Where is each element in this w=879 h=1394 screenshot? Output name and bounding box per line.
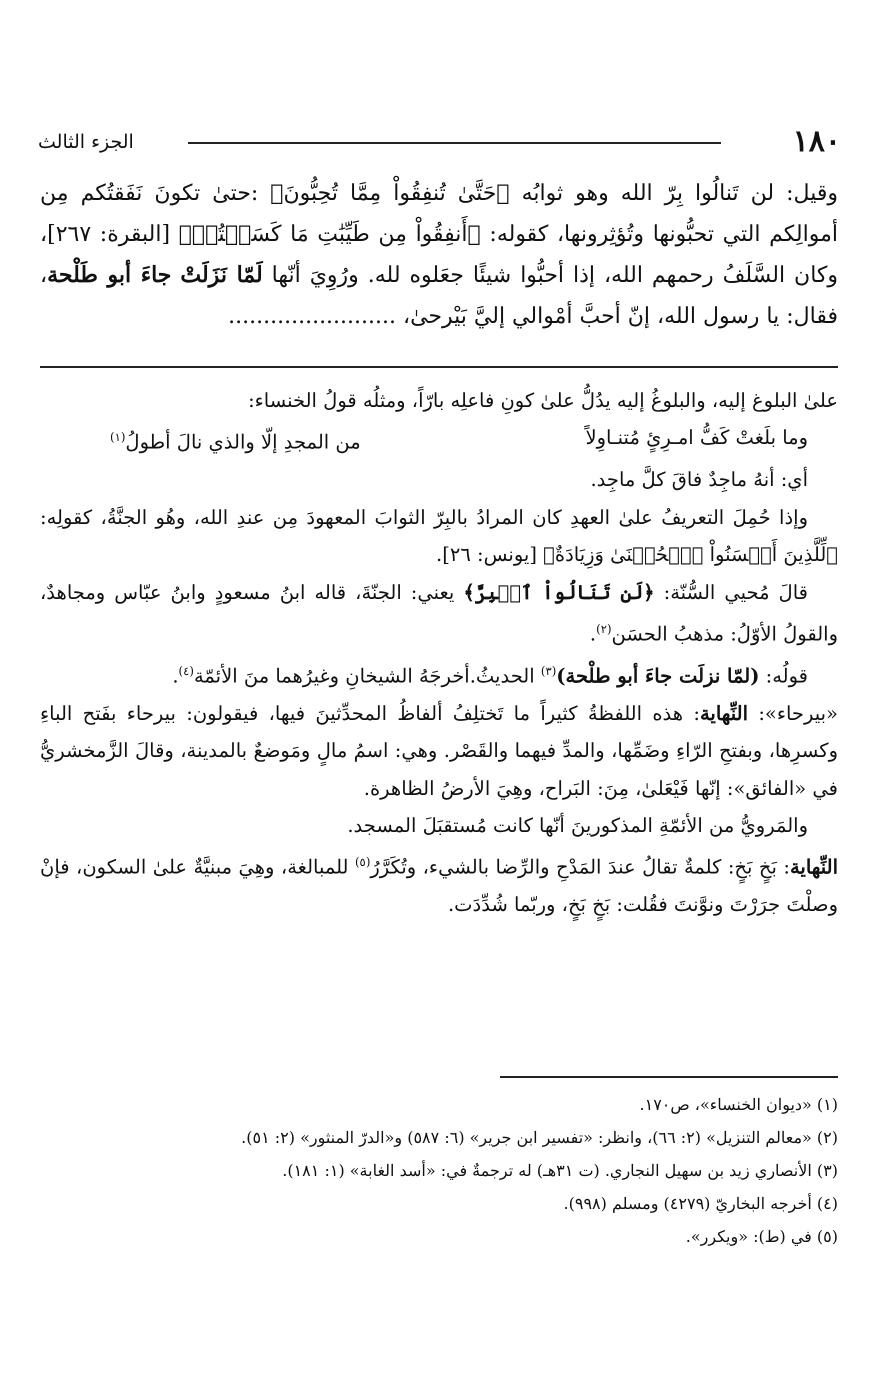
text-run: : هذه اللفظةُ كثيراً ما تَختلِفُ ألفاظُ المحدِّثينَ فيها، فيقولون: بيرحاء بفَتح الباءِ وكسرِها، وبفتحِ الرّاءِ وضَمِّها، والمدِّ فيهما والقَصْر. وهي: اسمُ مالٍ ومَوضعٌ بالمدينة، وقالَ الزَّمخشريُّ في «الفائق»: إنّها فَيْعَلىٰ، مِنَ: البَراح، وهِيَ الأرضُ الظاهرة. [40, 701, 838, 800]
commentary-paragraph [40, 844, 838, 923]
text-run: . [172, 664, 179, 688]
commentary-paragraph [40, 695, 838, 807]
commentary-paragraph: وإذا حُمِلَ التعريفُ علىٰ العهدِ كان المرادُ بالبِرّ الثوابَ المعهودَ مِن عندِ الله، وهُو الجنَّةُ، كقولِه: ﴿لِّلَّذِينَ أَحۡسَنُواْ ٱلۡحُسۡنَىٰ وَزِيَادَةٌ﴾ [يونس: ٢٦]. [40, 505, 838, 567]
source-label: النِّهاية [789, 855, 839, 879]
footnote-ref: (٣) [540, 663, 557, 678]
footnote-ref: (٤) [178, 663, 194, 678]
commentary-paragraph [40, 653, 838, 695]
verse-first-hemistich: وما بلَغتْ كَفُّ امـرِئٍ مُتنـاوِلاً [585, 426, 808, 450]
header-rule [188, 142, 721, 144]
text-run: : بَخٍ بَخٍ: كلمةٌ تقالُ عندَ المَدْحِ والرِّضا بالشيء، وتُكَرَّرُ [370, 855, 790, 879]
main-text-line: وقيل: لن تَنالُوا بِرّ الله وهو ثوابُه ﴿حَتَّىٰ تُنفِقُواْ مِمَّا تُحِبُّونَ﴾ :حتىٰ تكونَ نَفَقتُكم [80, 181, 838, 206]
footnote-ref: (٢) [596, 621, 612, 636]
lemma: (لمّا نزلَت جاءَ أبو طلْحة) [556, 664, 760, 688]
text-run: . [589, 622, 597, 646]
main-text-emphasis: جاءَ أبو طَلْحة [47, 262, 172, 288]
main-text-line: مِن أموالِكم التي تحبُّونها وتُؤثِرونها، كقوله: ﴿أَنفِقُواْ مِن طَيِّبَٰتِ مَا كَسَبۡتُمۡ﴾ [40, 181, 838, 247]
main-text-line: ، فقال: يا رسول الله، إنّ أحبَّ أمْوالي إليَّ بَيْرحىٰ، ........................ [40, 263, 838, 329]
section-title: الجزء الثالث [38, 131, 134, 153]
page-header [38, 122, 841, 162]
footnote: (٥) في (ط): «ويكرر». [685, 1227, 838, 1246]
footnote-ref: (٥) [354, 855, 371, 870]
source-label: النِّهاية [699, 701, 749, 725]
footnote: (٤) أخرجه البخاريّ (٤٢٧٩) ومسلم (٩٩٨). [563, 1194, 838, 1213]
commentary-paragraph: علىٰ البلوغ إليه، والبلوغُ إليه يدُلُّ علىٰ كونِ فاعلِه بارّاً، ومثلُه قولُ الخنساء: [248, 389, 838, 412]
main-text-line: [البقرة: ٢٦٧]، وكان السَّلَفُ رحمهم الله، إذا أحبُّوا شيئًا جعَلوه لله. ورُوِيَ أنّها [40, 221, 839, 288]
verse-second-text: من المجدِ إلّا والذي نالَ أطولُ [125, 430, 361, 454]
main-text-divider [40, 366, 838, 368]
text-run: قولُه: [759, 664, 808, 688]
footnote-divider [500, 1076, 838, 1078]
main-text [40, 174, 838, 337]
text-run: الحديثُ.أخرجَهُ الشيخانِ وغيرُهما منَ الأئمّة [193, 664, 541, 688]
footnote: (١) «ديوان الخنساء»، ص١٧٠. [639, 1095, 838, 1114]
text-run: قالَ مُحيي السُّنّة: [654, 580, 808, 604]
footnote: (٣) الأنصاري زيد بن سهيل النجاري. (ت ٣١هـ) له ترجمةٌ في: «أسد الغابة» (١: ١٨١). [282, 1161, 838, 1180]
text-run: يعني: الجنّةَ، قاله ابنُ مسعودٍ وابنُ عبّاس ومجاهدٌ، والقولُ الأوّلُ: مذهبُ الحسَن [40, 580, 838, 646]
footnote: (٢) «معالم التنزيل» (٢: ٦٦)، وانظر: «تفسير ابن جرير» (٦: ٥٨٧) و«الدرّ المنثور» (٢: ٥١). [241, 1128, 838, 1147]
commentary-paragraph: أي: أنهُ ماجِدٌ فاقَ كلَّ ماجِد. [590, 468, 808, 492]
poetry-verse [40, 419, 838, 461]
footnote-ref: (١) [110, 430, 126, 445]
commentary [40, 382, 838, 924]
text-run: للمبالغة، وهِيَ مبنيَّةٌ علىٰ السكون، فإنْ وصلْتَ جرَرْتَ ونوَّنتَ فقُلت: بَخٍ بَخٍ، وربّما شُدِّدَت. [40, 855, 838, 917]
commentary-paragraph [40, 574, 838, 653]
main-text-emphasis: لَمّا نَزَلَتْ [180, 262, 263, 288]
commentary-paragraph: والمَرويُّ من الأئمّةِ المذكورينَ أنّها كانت مُستقبَلَ المسجد. [347, 813, 808, 837]
text-run: «بيرحاء»: [748, 701, 838, 725]
page-number: ١٨٠ [792, 124, 841, 159]
footnotes [60, 1088, 838, 1253]
quran-quote: ﴿لَن تَنَالُواْ ٱلۡبِرَّ﴾ [463, 580, 655, 604]
verse-second-hemistich [110, 419, 361, 461]
